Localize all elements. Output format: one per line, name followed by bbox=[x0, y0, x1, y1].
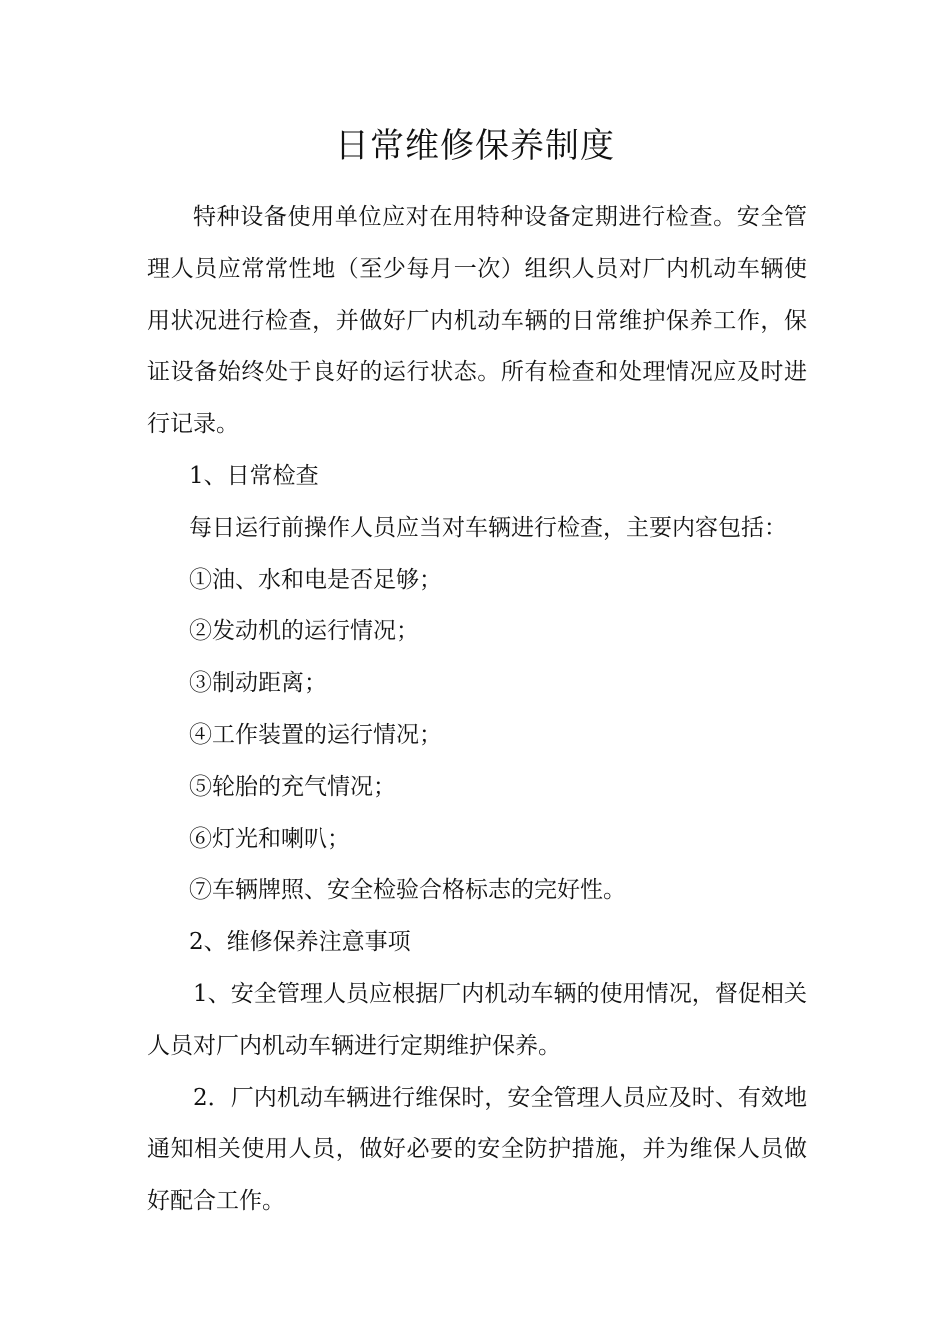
section-1-heading: 1、日常检查 bbox=[189, 462, 319, 489]
document-title: 日常维修保养制度 bbox=[335, 126, 615, 166]
intro-paragraph: 特种设备使用单位应对在用特种设备定期进行检查。安全管理人员应常常性地（至少每月一次）组织人员对厂内机动车辆使用状况进行检查，并做好厂内机动车辆的日常维护保养工作，保证设备始终处于良好的运行状态。所有检查和处理情况应及时进行记录。 bbox=[147, 204, 807, 438]
maintenance-point-1: 1、安全管理人员应根据厂内机动车辆的使用情况，督促相关人员对厂内机动车辆进行定期维护保养。 bbox=[147, 980, 807, 1059]
check-item-4: ④工作装置的运行情况； bbox=[189, 721, 442, 748]
check-item-5: ⑤轮胎的充气情况； bbox=[189, 773, 396, 800]
check-item-2: ②发动机的运行情况； bbox=[189, 618, 419, 645]
section-1-lead: 每日运行前操作人员应当对车辆进行检查，主要内容包括： bbox=[189, 514, 787, 541]
check-item-7: ⑦车辆牌照、安全检验合格标志的完好性。 bbox=[189, 877, 626, 904]
maintenance-point-2: 2．厂内机动车辆进行维保时，安全管理人员应及时、有效地通知相关使用人员，做好必要的安全防护措施，并为维保人员做好配合工作。 bbox=[147, 1084, 807, 1215]
check-item-3: ③制动距离； bbox=[189, 670, 327, 697]
section-2-heading: 2、维修保养注意事项 bbox=[189, 929, 411, 956]
check-item-6: ⑥灯光和喇叭； bbox=[189, 825, 350, 852]
document-body bbox=[147, 192, 807, 1228]
check-item-1: ①油、水和电是否足够； bbox=[189, 566, 442, 593]
